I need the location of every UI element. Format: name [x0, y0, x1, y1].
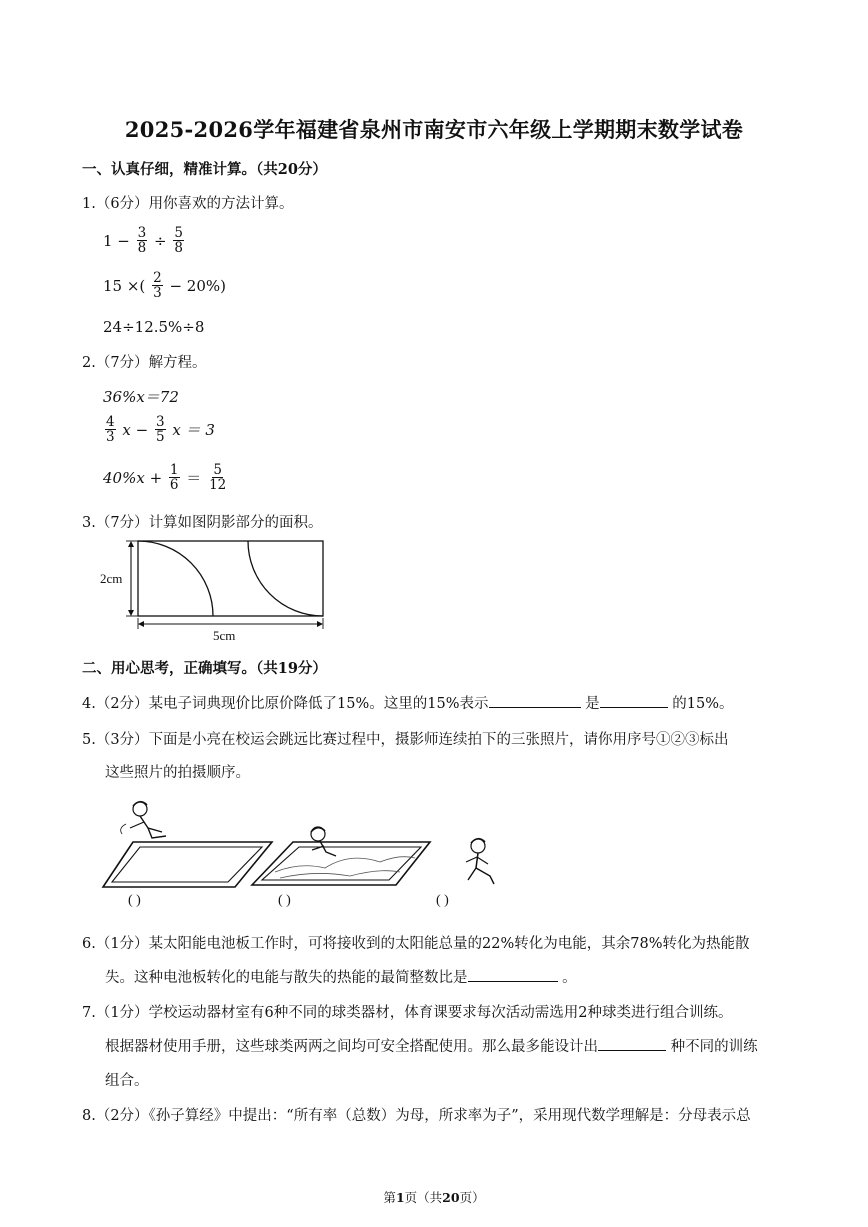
answer-blank[interactable]: [489, 693, 581, 708]
order-paren: ( ): [128, 893, 141, 908]
q1-expression-3: 24÷12.5%÷8: [103, 318, 205, 336]
q1-expression-1: 1 − $\frac{3}{8}$ ÷ $\frac{5}{8}$: [103, 225, 183, 257]
fraction: $\frac{3}{5}$: [155, 414, 165, 446]
question-7: 7.（1分）学校运动器材室有6种不同的球类器材，体育课要求每次活动需选用2种球类进行组合训练。: [82, 1005, 733, 1021]
photo-2: [252, 827, 430, 908]
question-5-line-2: 这些照片的拍摄顺序。: [105, 765, 250, 781]
photo-1: [103, 802, 272, 908]
question-4: 4.（2分）某电子词典现价比原价降低了15%。这里的15%表示 是 的15%。: [82, 692, 733, 713]
photo-3: [436, 839, 494, 908]
rectangle: [138, 541, 323, 616]
shaded-area-figure: [98, 534, 333, 646]
fraction: $\frac{3}{8}$: [137, 225, 147, 257]
answer-blank[interactable]: [600, 693, 668, 708]
question-text: 计算如图阴影部分的面积。: [148, 515, 323, 531]
question-text: 用你喜欢的方法计算。: [148, 196, 294, 212]
question-7-line-2: 根据器材使用手册，这些球类两两之间均可安全搭配使用。那么最多能设计出 种不同的训练: [105, 1035, 758, 1056]
section-heading-1: 一、认真仔细，精准计算。（共20分）: [82, 161, 327, 178]
order-paren: ( ): [278, 893, 291, 908]
question-number: 4.（2分）: [82, 696, 149, 712]
question-text: 解方程。: [148, 355, 207, 371]
page-footer: 第1页（共20页）: [383, 1190, 485, 1205]
q2-equation-2: $\frac{4}{3}$ x − $\frac{3}{5}$ x ＝ 3: [106, 414, 215, 446]
quarter-arc-right: [248, 541, 323, 616]
long-jump-photos: [100, 792, 520, 917]
question-2: [82, 351, 207, 372]
height-label: 2cm: [100, 571, 123, 586]
section-heading-2: 二、用心思考，正确填写。（共19分）: [82, 660, 327, 677]
q2-equation-3: 40%x + $\frac{1}{6}$ ＝ $\frac{5}{12}$: [103, 462, 227, 494]
order-paren: ( ): [436, 893, 449, 908]
width-label: 5cm: [213, 628, 236, 643]
quarter-arc-left: [138, 541, 213, 616]
q1-expression-2: 15 ×( $\frac{2}{3}$ − 20%): [103, 270, 226, 302]
question-number: 6.（1分）: [82, 936, 149, 952]
question-number: 8.（2分）: [82, 1108, 149, 1124]
question-number: 5.（3分）: [82, 732, 149, 748]
question-number: 7.（1分）: [82, 1005, 149, 1021]
page-title: 2025-2026学年福建省泉州市南安市六年级上学期期末数学试卷: [124, 117, 744, 142]
answer-blank[interactable]: [468, 967, 558, 982]
question-6-line-2: 失。这种电池板转化的电能与散失的热能的最简整数比是 。: [105, 966, 577, 987]
question-number: 3.（7分）: [82, 515, 149, 531]
q2-equation-1: 36%x＝72: [103, 388, 179, 406]
question-number: 2.（7分）: [82, 355, 149, 371]
fraction: $\frac{4}{3}$: [106, 414, 115, 446]
page-total: 20: [442, 1190, 460, 1205]
fraction: $\frac{2}{3}$: [153, 270, 162, 302]
question-1: [82, 192, 294, 213]
answer-blank[interactable]: [598, 1036, 666, 1051]
fraction: $\frac{1}{6}$: [169, 462, 179, 494]
question-8: 8.（2分）《孙子算经》中提出：“所有率（总数）为母，所求率为子”，采用现代数学理解是：分母表示总: [82, 1108, 751, 1124]
question-3: [82, 511, 323, 532]
question-number: 1.（6分）: [82, 196, 149, 212]
question-5: 5.（3分）下面是小亮在校运会跳远比赛过程中，摄影师连续拍下的三张照片，请你用序号①②③标出: [82, 732, 729, 748]
question-7-line-3: 组合。: [105, 1073, 149, 1089]
page-number: 1: [395, 1190, 405, 1205]
fraction: $\frac{5}{12}$: [209, 462, 227, 494]
fraction: $\frac{5}{8}$: [174, 225, 183, 257]
question-6: 6.（1分）某太阳能电池板工作时，可将接收到的太阳能总量的22%转化为电能，其余78%转化为热能散: [82, 936, 750, 952]
